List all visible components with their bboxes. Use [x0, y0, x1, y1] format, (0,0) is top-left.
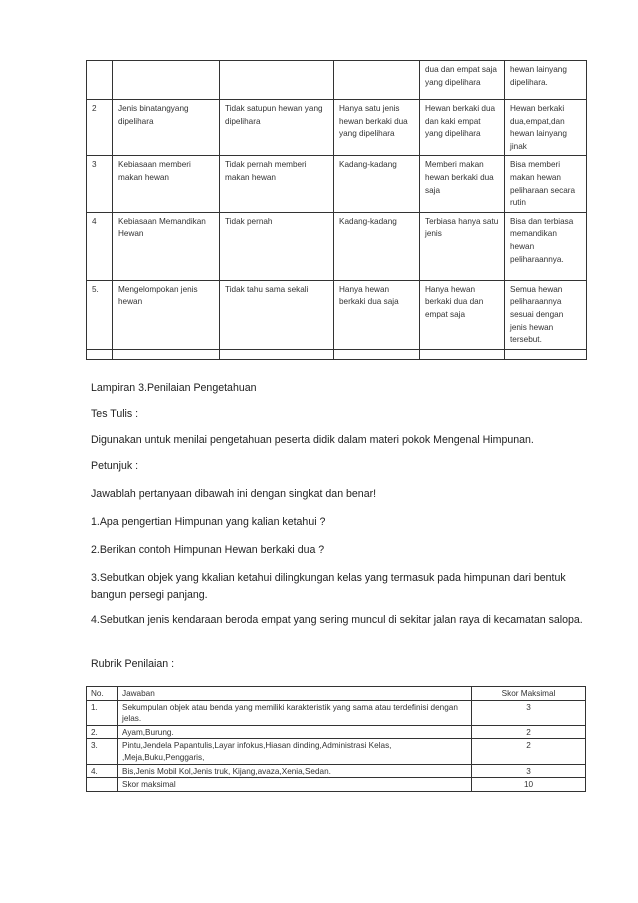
test-type-label: Tes Tulis :	[91, 408, 139, 420]
table-cell: Tidak pernah	[220, 212, 334, 280]
row-number: 4.	[87, 764, 118, 778]
table-row	[87, 349, 587, 359]
table-cell: Mengelompokan jenis hewan	[113, 280, 220, 349]
table-cell: 4	[87, 212, 113, 280]
instructions-label: Petunjuk :	[91, 460, 139, 472]
table-header-row	[87, 687, 586, 701]
table-row	[87, 280, 587, 349]
table-cell	[420, 349, 505, 359]
table-row	[87, 212, 587, 280]
score-cell: 2	[472, 739, 586, 764]
table-row	[87, 764, 586, 778]
table-cell	[87, 61, 113, 100]
column-header: Skor Maksimal	[472, 687, 586, 701]
row-number: 2.	[87, 725, 118, 739]
table-row	[87, 700, 586, 725]
row-number: 1.	[87, 700, 118, 725]
question-item: 3.Sebutkan objek yang kkalian ketahui dilingkungan kelas yang termasuk pada himpunan dari bentuk bangun persegi panjang.	[91, 572, 566, 601]
row-number: 3.	[87, 739, 118, 764]
table-cell: Hanya satu jenis hewan berkaki dua yang dipelihara	[334, 100, 420, 156]
total-row	[87, 778, 586, 792]
table-row	[87, 100, 587, 156]
table-cell: Tidak tahu sama sekali	[220, 280, 334, 349]
rubric-label: Rubrik Penilaian :	[91, 658, 175, 670]
table-cell: Memberi makan hewan berkaki dua saja	[420, 156, 505, 212]
table-cell: 3	[87, 156, 113, 212]
assessment-table	[86, 60, 587, 360]
answer-cell: Bis,Jenis Mobil Kol,Jenis truk, Kijang,avaza,Xenia,Sedan.	[118, 764, 472, 778]
table-cell: Kebiasaan memberi makan hewan	[113, 156, 220, 212]
row-number	[87, 778, 118, 792]
question-item: 1.Apa pengertian Himpunan yang kalian ketahui ?	[91, 516, 326, 528]
table-cell: dua dan empat saja yang dipelihara	[420, 61, 505, 100]
table-cell: hewan lainyang dipelihara.	[505, 61, 587, 100]
table-cell	[113, 61, 220, 100]
table-row	[87, 61, 587, 100]
table-row	[87, 156, 587, 212]
total-score: 10	[472, 778, 586, 792]
table-cell: Jenis binatangyang dipelihara	[113, 100, 220, 156]
table-cell: Kadang-kadang	[334, 212, 420, 280]
answer-cell: Ayam,Burung.	[118, 725, 472, 739]
question-item: 2.Berikan contoh Himpunan Hewan berkaki dua ?	[91, 544, 325, 556]
purpose-text: Digunakan untuk menilai pengetahuan peserta didik dalam materi pokok Mengenal Himpunan.	[91, 434, 534, 446]
answer-cell: Pintu,Jendela Papantulis,Layar infokus,Hiasan dinding,Administrasi Kelas, ,Meja,Buku,Penggaris,	[118, 739, 472, 764]
table-cell	[87, 349, 113, 359]
table-cell: Bisa dan terbiasa memandikan hewan peliharaannya.	[505, 212, 587, 280]
table-cell: Tidak satupun hewan yang dipelihara	[220, 100, 334, 156]
table-cell: 2	[87, 100, 113, 156]
table-cell: Tidak pernah memberi makan hewan	[220, 156, 334, 212]
table-cell: Hanya hewan berkaki dua saja	[334, 280, 420, 349]
table-cell	[505, 349, 587, 359]
score-cell: 3	[472, 764, 586, 778]
table-cell: 5.	[87, 280, 113, 349]
column-header: Jawaban	[118, 687, 472, 701]
table-cell	[220, 349, 334, 359]
table-row	[87, 739, 586, 764]
answer-cell: Sekumpulan objek atau benda yang memiliki karakteristik yang sama atau terdefinisi dengan jelas.	[118, 700, 472, 725]
table-cell: Hanya hewan berkaki dua dan empat saja	[420, 280, 505, 349]
rubric-table	[86, 686, 586, 792]
section-heading: Lampiran 3.Penilaian Pengetahuan	[91, 382, 257, 394]
table-cell: Kadang-kadang	[334, 156, 420, 212]
table-cell: Hewan berkaki dua dan kaki empat yang dipelihara	[420, 100, 505, 156]
total-label: Skor maksimal	[118, 778, 472, 792]
column-header: No.	[87, 687, 118, 701]
table-cell	[334, 349, 420, 359]
table-cell	[113, 349, 220, 359]
table-cell: Kebiasaan Memandikan Hewan	[113, 212, 220, 280]
table-cell: Semua hewan peliharaannya sesuai dengan jenis hewan tersebut.	[505, 280, 587, 349]
table-cell	[220, 61, 334, 100]
table-cell	[334, 61, 420, 100]
question-item: 4.Sebutkan jenis kendaraan beroda empat yang sering muncul di sekitar jalan raya di kecamatan salopa.	[91, 614, 583, 626]
table-cell: Bisa memberi makan hewan peliharaan secara rutin	[505, 156, 587, 212]
score-cell: 2	[472, 725, 586, 739]
instruction-text: Jawablah pertanyaan dibawah ini dengan singkat dan benar!	[91, 488, 377, 500]
table-cell: Hewan berkaki dua,empat,dan hewan lainyang jinak	[505, 100, 587, 156]
score-cell: 3	[472, 700, 586, 725]
table-row	[87, 725, 586, 739]
table-cell: Terbiasa hanya satu jenis	[420, 212, 505, 280]
